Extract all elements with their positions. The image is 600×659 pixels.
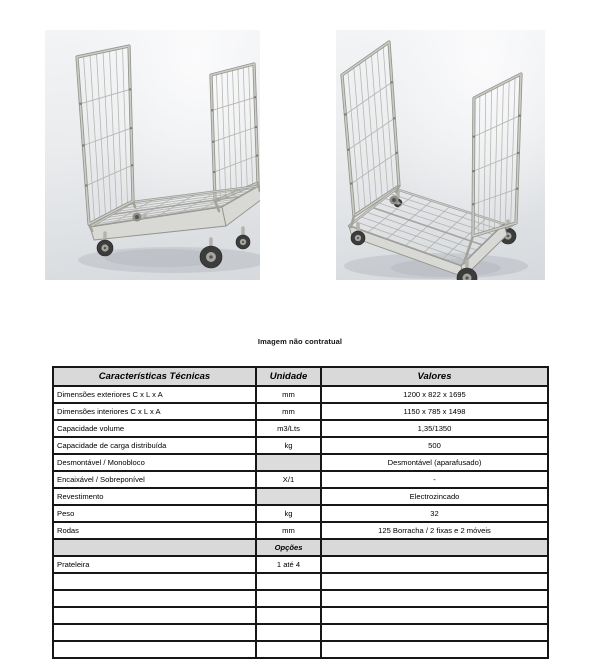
spec-label: Capacidade volume — [53, 420, 256, 437]
spec-label: Capacidade de carga distribuída — [53, 437, 256, 454]
spec-label: Revestimento — [53, 488, 256, 505]
table-row — [53, 437, 548, 454]
spec-value: 32 — [321, 505, 548, 522]
options-left-cell — [53, 539, 256, 556]
options-title: Opções — [256, 539, 321, 556]
table-header-row — [53, 367, 548, 386]
table-row — [53, 522, 548, 539]
spec-value: 1,35/1350 — [321, 420, 548, 437]
table-row — [53, 505, 548, 522]
empty-row — [53, 590, 548, 607]
spec-value: - — [321, 471, 548, 488]
spec-unit: kg — [256, 437, 321, 454]
roll-container-illustration-left — [45, 30, 260, 280]
table-row — [53, 454, 548, 471]
spec-label: Dimensões interiores C x L x A — [53, 403, 256, 420]
header-characteristics: Características Técnicas — [53, 367, 256, 386]
options-section-row — [53, 539, 548, 556]
spec-unit: mm — [256, 522, 321, 539]
table-row — [53, 471, 548, 488]
spec-unit: kg — [256, 505, 321, 522]
empty-row — [53, 607, 548, 624]
header-unit: Unidade — [256, 367, 321, 386]
spec-unit: mm — [256, 403, 321, 420]
empty-row — [53, 624, 548, 641]
roll-container-illustration-right — [336, 30, 546, 280]
spec-unit: m3/Lts — [256, 420, 321, 437]
spec-label: Peso — [53, 505, 256, 522]
spec-value — [321, 556, 548, 573]
empty-row — [53, 641, 548, 658]
spec-unit: X/1 — [256, 471, 321, 488]
table-row — [53, 403, 548, 420]
spec-value: 500 — [321, 437, 548, 454]
spec-label: Encaixável / Sobreponível — [53, 471, 256, 488]
table-row — [53, 488, 548, 505]
spec-label: Dimensões exteriores C x L x A — [53, 386, 256, 403]
table-row — [53, 386, 548, 403]
header-values: Valores — [321, 367, 548, 386]
empty-row — [53, 573, 548, 590]
spec-label: Rodas — [53, 522, 256, 539]
spec-label: Desmontável / Monobloco — [53, 454, 256, 471]
spec-unit — [256, 454, 321, 471]
technical-specs-table — [52, 366, 549, 659]
table-row — [53, 556, 548, 573]
product-image-right — [336, 30, 545, 280]
spec-value: 1150 x 785 x 1498 — [321, 403, 548, 420]
spec-unit — [256, 488, 321, 505]
product-image-left — [45, 30, 260, 280]
options-right-cell — [321, 539, 548, 556]
spec-value: Desmontável (aparafusado) — [321, 454, 548, 471]
spec-unit: mm — [256, 386, 321, 403]
spec-label: Prateleira — [53, 556, 256, 573]
spec-value: 125 Borracha / 2 fixas e 2 móveis — [321, 522, 548, 539]
table-row — [53, 420, 548, 437]
spec-value: Electrozincado — [321, 488, 548, 505]
image-disclaimer-caption: Imagem não contratual — [257, 337, 343, 346]
spec-unit: 1 até 4 — [256, 556, 321, 573]
spec-value: 1200 x 822 x 1695 — [321, 386, 548, 403]
